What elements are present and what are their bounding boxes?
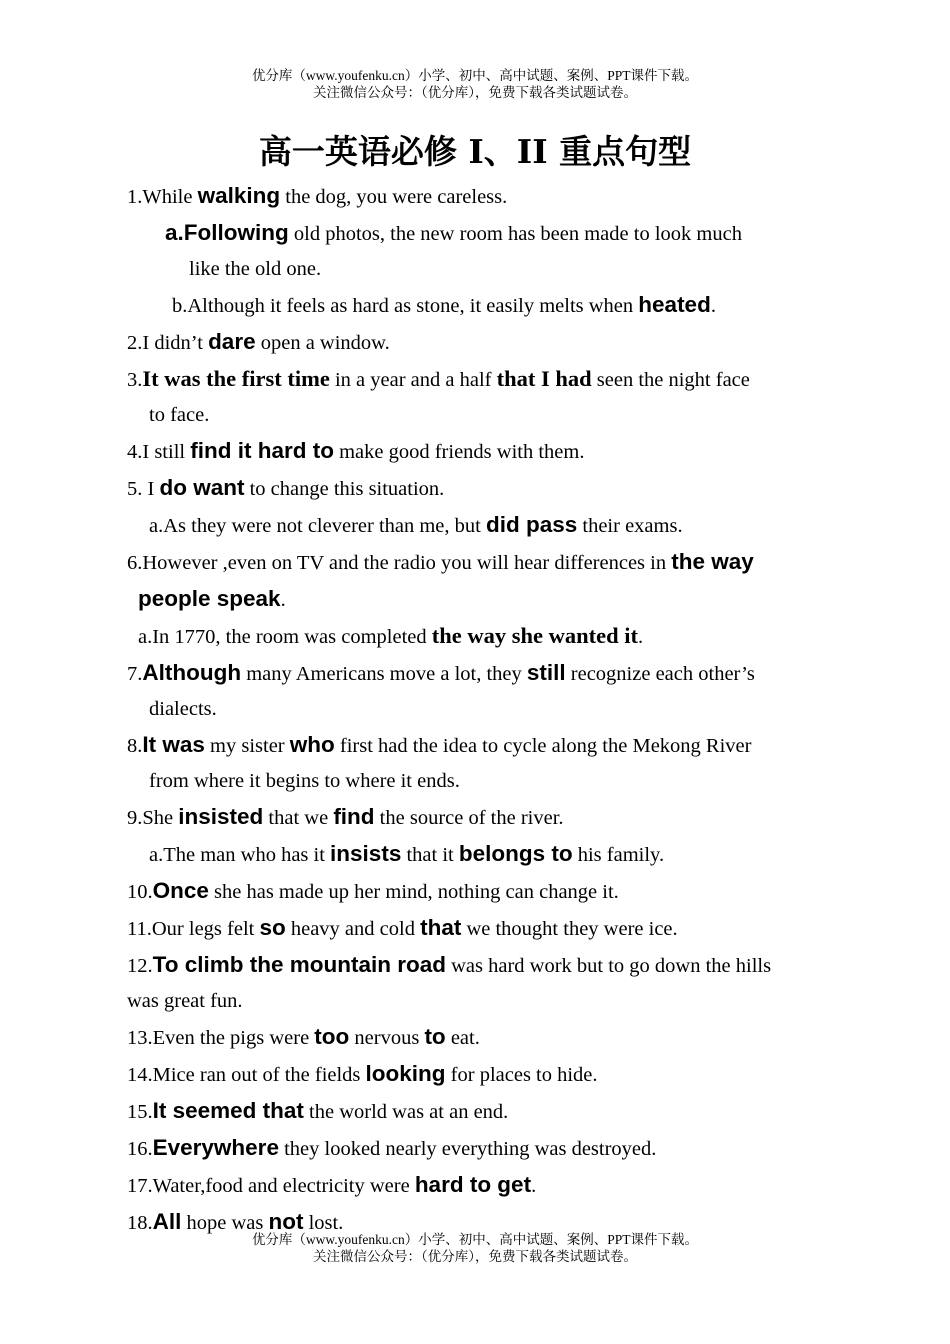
sentence-11 — [127, 910, 823, 947]
key-phrase: a. — [165, 220, 184, 245]
text: first had the idea to cycle along the Mekong River — [334, 735, 752, 757]
text: to change this situation. — [244, 478, 445, 500]
sentence-13 — [127, 1019, 823, 1056]
text: was hard work but to go down the hills — [445, 955, 772, 977]
text: hope was — [181, 1212, 269, 1234]
sentence-17 — [127, 1167, 823, 1204]
key-phrase: insists — [330, 841, 402, 866]
key-phrase: find — [333, 804, 375, 829]
text: 10. — [127, 881, 153, 903]
text: 7. — [127, 663, 143, 685]
text: old photos, the new room has been made to look much — [288, 223, 742, 245]
sentence-1 — [127, 178, 823, 215]
text: 8. — [127, 735, 143, 757]
key-phrase: that I had — [496, 366, 592, 391]
text: 4.I still — [127, 441, 191, 463]
key-phrase: walking — [197, 183, 281, 208]
key-phrase: All — [152, 1209, 182, 1234]
key-phrase: who — [289, 732, 335, 757]
text: b.Although it feels as hard as stone, it easily melts when — [172, 295, 639, 317]
sentence-16 — [127, 1130, 823, 1167]
text: . — [710, 295, 716, 317]
text: 17.Water,food and electricity were — [127, 1175, 415, 1197]
text: nervous — [349, 1027, 425, 1049]
sentence-8-cont: from where it begins to where it ends. — [149, 770, 460, 792]
key-phrase: find it hard to — [190, 438, 334, 463]
sentence-5 — [127, 470, 823, 507]
text: 5. I — [127, 478, 160, 500]
text: the dog, you were careless. — [280, 186, 508, 208]
text: his family. — [572, 844, 665, 866]
page-header — [0, 67, 950, 101]
text: open a window. — [255, 332, 390, 354]
sentence-3 — [127, 361, 823, 398]
sentence-6a — [127, 618, 823, 655]
sentence-1b — [127, 287, 823, 324]
key-phrase: It was the first time — [142, 366, 330, 391]
text: . — [638, 626, 644, 648]
key-phrase: heated — [638, 292, 711, 317]
text: 1.While — [127, 186, 198, 208]
key-phrase: Although — [142, 660, 242, 685]
sentence-4 — [127, 433, 823, 470]
header-line-2: 关注微信公众号：（优分库），免费下载各类试题试卷。 — [313, 85, 637, 100]
text: 9.She — [127, 807, 179, 829]
sentence-12-cont: was great fun. — [127, 990, 243, 1012]
key-phrase: hard to get — [414, 1172, 532, 1197]
footer-line-1: 优分库（www.youfenku.cn）小学、初中、高中试题、案例、PPT课件下载。 — [251, 1232, 699, 1247]
text: the world was at an end. — [303, 1101, 509, 1123]
text: 3. — [127, 369, 143, 391]
key-phrase: not — [268, 1209, 304, 1234]
text: many Americans move a lot, they — [241, 663, 527, 685]
key-phrase: belongs to — [458, 841, 573, 866]
key-phrase: insisted — [178, 804, 264, 829]
key-phrase: do want — [159, 475, 245, 500]
key-phrase: dare — [208, 329, 256, 354]
sentence-3-cont: to face. — [149, 404, 210, 426]
text: recognize each other’s — [565, 663, 755, 685]
text: the source of the river. — [374, 807, 564, 829]
text: for places to hide. — [445, 1064, 598, 1086]
key-phrase: looking — [365, 1061, 446, 1086]
text: that it — [401, 844, 459, 866]
sentence-14 — [127, 1056, 823, 1093]
text: 13.Even the pigs were — [127, 1027, 315, 1049]
sentence-1a — [127, 215, 823, 252]
text: seen the night face — [591, 369, 750, 391]
key-phrase: that — [420, 915, 462, 940]
text: 2.I didn’t — [127, 332, 209, 354]
text: 18. — [127, 1212, 153, 1234]
key-phrase: To climb the mountain road — [152, 952, 446, 977]
key-phrase: Everywhere — [152, 1135, 279, 1160]
text: a.The man who has it — [149, 844, 331, 866]
sentence-15 — [127, 1093, 823, 1130]
sentence-7-cont: dialects. — [149, 698, 217, 720]
text: she has made up her mind, nothing can change it. — [208, 881, 619, 903]
text: 12. — [127, 955, 153, 977]
text: . — [280, 589, 286, 611]
header-line-1: 优分库（www.youfenku.cn）小学、初中、高中试题、案例、PPT课件下载。 — [251, 68, 699, 83]
key-phrase: Following — [183, 220, 289, 245]
text: heavy and cold — [285, 918, 421, 940]
footer-line-2: 关注微信公众号：（优分库），免费下载各类试题试卷。 — [313, 1249, 637, 1264]
sentence-1a-cont: like the old one. — [189, 258, 322, 280]
sentence-12 — [127, 947, 823, 984]
sentence-7 — [127, 655, 823, 692]
sentence-8 — [127, 727, 823, 764]
key-phrase: still — [526, 660, 566, 685]
sentence-6-cont — [127, 581, 823, 618]
text: 16. — [127, 1138, 153, 1160]
text: a.In 1770, the room was completed — [138, 626, 432, 648]
text: lost. — [303, 1212, 344, 1234]
text: 15. — [127, 1101, 153, 1123]
key-phrase: It was — [142, 732, 205, 757]
key-phrase: did pass — [485, 512, 578, 537]
text: my sister — [204, 735, 290, 757]
text: eat. — [445, 1027, 480, 1049]
text: make good friends with them. — [333, 441, 585, 463]
page-title: 高一英语必修 I、II 重点句型 — [258, 132, 692, 171]
sentence-10 — [127, 873, 823, 910]
text: in a year and a half — [329, 369, 497, 391]
text: a.As they were not cleverer than me, but — [149, 515, 486, 537]
text: they looked nearly everything was destroyed. — [278, 1138, 657, 1160]
key-phrase: too — [314, 1024, 350, 1049]
sentence-list — [127, 178, 823, 1241]
page-footer — [0, 1231, 950, 1265]
sentence-9a — [127, 836, 823, 873]
key-phrase: people speak — [138, 586, 281, 611]
text: 14.Mice ran out of the fields — [127, 1064, 366, 1086]
key-phrase: the way she wanted it — [431, 623, 639, 648]
sentence-2 — [127, 324, 823, 361]
key-phrase: so — [259, 915, 286, 940]
text: . — [531, 1175, 537, 1197]
text: that we — [263, 807, 334, 829]
sentence-6 — [127, 544, 823, 581]
sentence-9 — [127, 799, 823, 836]
key-phrase: to — [424, 1024, 446, 1049]
key-phrase: It seemed that — [152, 1098, 304, 1123]
key-phrase: Once — [152, 878, 209, 903]
text: their exams. — [577, 515, 683, 537]
text: 11.Our legs felt — [127, 918, 260, 940]
sentence-5a — [127, 507, 823, 544]
text: we thought they were ice. — [461, 918, 678, 940]
text: 6.However ,even on TV and the radio you will hear differences in — [127, 552, 672, 574]
key-phrase: the way — [671, 549, 754, 574]
